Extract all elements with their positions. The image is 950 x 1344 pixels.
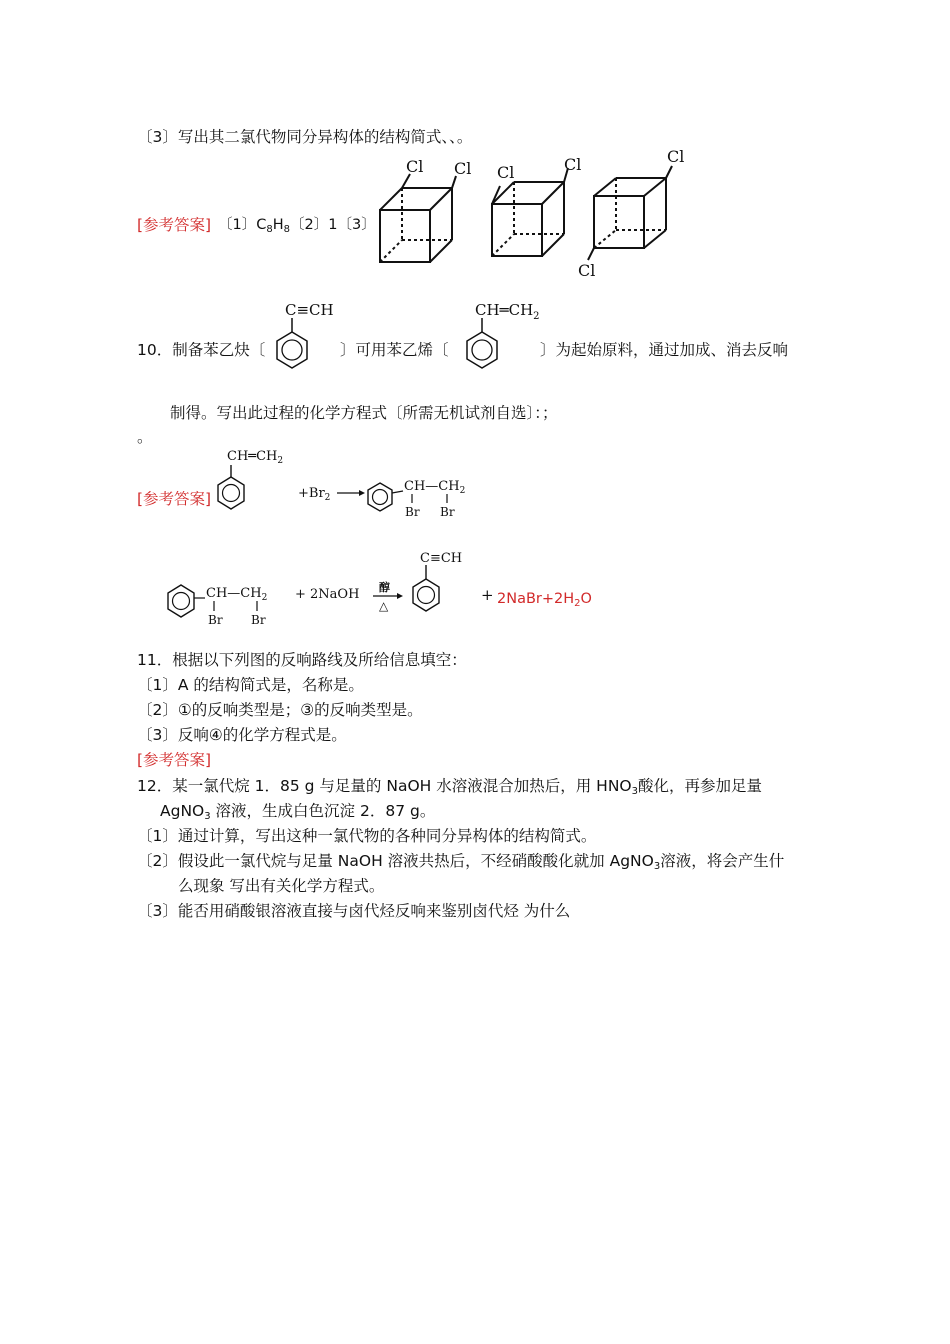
svg-text:CH═CH2: $CH═CH_2$: [475, 301, 540, 322]
cl-label-4: Cl: [564, 155, 582, 174]
svg-text:CH—CH2: $CH—CH_2$: [404, 479, 466, 496]
svg-text:+Br2: $+Br_2$: [298, 486, 331, 503]
svg-text:Br: Br: [251, 613, 266, 627]
q11-part1: 〔1〕A 的结构简式是，名称是。: [137, 676, 364, 694]
dichlorocubane-isomers: [370, 148, 690, 283]
q12-stem: 12．某一氯代烷 1．85 g 与足量的 NaOH 水溶液混合加热后，用 $HNO_3$酸化，再参加足量: [137, 777, 762, 797]
q11-part3: 〔3〕反响④的化学方程式是。: [137, 726, 347, 744]
eq2-byproduct: $2NaBr+2H_2O$: [497, 591, 592, 609]
cl-label-1: Cl: [406, 157, 424, 176]
q12-part2-line2: 么现象 写出有关化学方程式。: [178, 877, 385, 895]
cl-label-3: Cl: [497, 163, 515, 182]
svg-text:△: △: [379, 599, 389, 613]
q9-answer-label: [参考答案]: [137, 216, 212, 234]
q10-line1-b: 〕可用苯乙烯〔: [340, 341, 449, 359]
equation-2: [165, 548, 494, 630]
cl-label-2: Cl: [454, 159, 472, 178]
q9-part3: 〔3〕写出其二氯代物同分异构体的结构简式、、。: [137, 128, 473, 146]
cube-1: [380, 174, 456, 262]
svg-text:C≡CH: C≡CH: [420, 551, 463, 566]
svg-text:C≡CH: C≡CH: [285, 301, 334, 319]
svg-text:CH═CH2: $CH═CH_2$: [227, 449, 284, 466]
svg-text:Br: Br: [208, 613, 223, 627]
svg-text:Br: Br: [405, 505, 420, 519]
svg-text:醇: 醇: [379, 581, 390, 594]
cl-label-6: Cl: [578, 261, 596, 280]
svg-text:+ 2NaOH: + 2NaOH: [295, 587, 360, 602]
q10-answer-label: [参考答案]: [137, 490, 212, 508]
q11-part2: 〔2〕①的反响类型是；③的反响类型是。: [137, 701, 423, 719]
q10-line1-a: 10．制备苯乙炔〔: [137, 341, 266, 359]
q12-part3: 〔3〕能否用硝酸银溶液直接与卤代烃反响来鉴别卤代烃 为什么: [137, 902, 571, 920]
q10-line1-c: 〕为起始原料，通过加成、消去反响: [540, 341, 789, 359]
q12-stem-line2: AgNO$_3$ 溶液，生成白色沉淀 2．87 g。: [160, 802, 436, 822]
equation-1: [215, 445, 485, 525]
q11-stem: 11．根据以下列图的反响路线及所给信息填空：: [137, 651, 467, 669]
q11-answer-label: [参考答案]: [137, 751, 212, 769]
q12-part2: 〔2〕假设此一氯代烷与足量 NaOH 溶液共热后，不经硝酸酸化就加 AgNO$_3$溶液，将会产生什: [137, 852, 785, 872]
cube-3: [588, 166, 672, 260]
cl-label-5: Cl: [667, 147, 685, 166]
q10-line3: 。: [137, 428, 153, 446]
phenylacetylene-structure: [268, 298, 338, 370]
q12-part1: 〔1〕通过计算，写出这种一氯代物的各种同分异构体的结构简式。: [137, 827, 597, 845]
svg-text:+: +: [481, 586, 494, 604]
svg-text:Br: Br: [440, 505, 455, 519]
q10-line2: 制得。写出此过程的化学方程式〔所需无机试剂自选〕：；: [170, 404, 558, 422]
svg-text:CH—CH2: $CH—CH_2$: [206, 586, 268, 603]
styrene-structure: [460, 298, 550, 370]
q9-answer-text: 〔1〕$C_8H_8$〔2〕1〔3〕: [218, 217, 376, 235]
